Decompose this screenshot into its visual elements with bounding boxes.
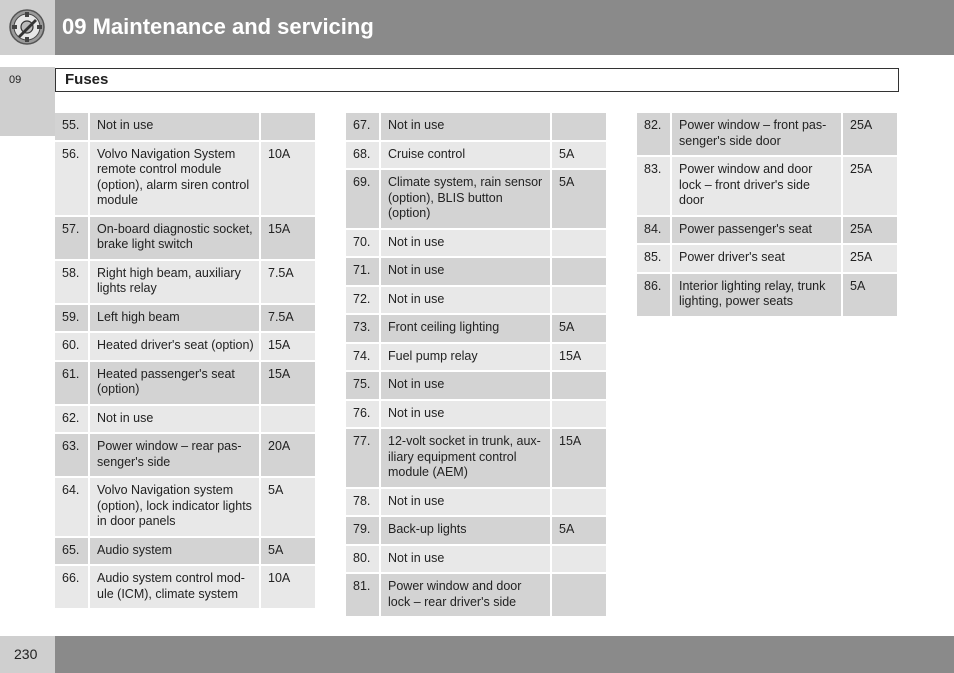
fuse-amperage [552,258,606,285]
fuse-function: 12-volt socket in trunk, aux-iliary equipment control module (AEM) [381,429,552,487]
page-number-box [0,636,55,673]
table-row [346,315,606,342]
fuse-number: 62. [55,406,90,433]
fuse-function: Not in use [90,113,261,140]
table-row [346,258,606,285]
table-row [346,372,606,399]
table-row [346,170,606,228]
fuse-table-2 [346,111,606,618]
fuse-amperage [552,113,606,140]
fuse-number: 84. [637,217,672,244]
fuse-function: Left high beam [90,305,261,332]
fuse-number: 64. [55,478,90,536]
fuse-amperage: 15A [261,362,315,404]
fuse-amperage: 5A [261,478,315,536]
table-row [346,344,606,371]
fuse-amperage: 20A [261,434,315,476]
fuse-function: Audio system control mod-ule (ICM), climate system [90,566,261,608]
table-row [55,261,315,303]
fuse-number: 78. [346,489,381,516]
fuse-function: Not in use [381,258,552,285]
fuse-amperage: 15A [261,333,315,360]
fuse-function: Volvo Navigation System remote control module (option), alarm siren control module [90,142,261,215]
table-row [346,230,606,257]
fuse-function: Not in use [381,546,552,573]
table-row [55,478,315,536]
fuse-function: Power window and door lock – front driver's side door [672,157,843,215]
table-row [346,401,606,428]
fuse-number: 58. [55,261,90,303]
fuse-amperage [552,230,606,257]
fuse-function: Not in use [381,372,552,399]
fuse-function: Not in use [90,406,261,433]
fuse-amperage [552,546,606,573]
fuse-amperage [261,113,315,140]
table-row [346,546,606,573]
table-row [637,274,897,316]
fuse-amperage [552,489,606,516]
fuse-amperage: 5A [552,517,606,544]
fuse-number: 86. [637,274,672,316]
table-row [637,113,897,155]
table-row [346,489,606,516]
fuse-function: Volvo Navigation system (option), lock indicator lights in door panels [90,478,261,536]
fuse-number: 74. [346,344,381,371]
fuse-number: 55. [55,113,90,140]
chapter-side-tab [0,67,55,136]
table-row [55,333,315,360]
fuse-number: 72. [346,287,381,314]
fuse-number: 56. [55,142,90,215]
fuse-number: 65. [55,538,90,565]
table-row [55,142,315,215]
table-row [346,287,606,314]
fuse-number: 67. [346,113,381,140]
fuse-function: Not in use [381,230,552,257]
page-number: 230 [14,646,38,662]
fuse-amperage [552,401,606,428]
fuse-amperage [261,406,315,433]
table-row [637,217,897,244]
table-row [637,157,897,215]
table-row [346,113,606,140]
fuse-amperage: 5A [552,315,606,342]
fuse-amperage: 25A [843,217,897,244]
chapter-title: 09 Maintenance and servicing [62,14,374,39]
fuse-number: 82. [637,113,672,155]
table-row [637,245,897,272]
fuse-amperage [552,287,606,314]
table-row [346,429,606,487]
footer-bar [55,636,954,673]
fuse-function: Power driver's seat [672,245,843,272]
fuse-number: 80. [346,546,381,573]
fuse-function: Power window and door lock – rear driver's side [381,574,552,616]
fuse-amperage: 10A [261,566,315,608]
fuse-number: 63. [55,434,90,476]
chapter-number: 09 [9,74,22,86]
fuse-function: Climate system, rain sensor (option), BLIS button (option) [381,170,552,228]
fuse-number: 60. [55,333,90,360]
fuse-number: 85. [637,245,672,272]
fuse-function: Power window – front pas-senger's side door [672,113,843,155]
fuse-amperage: 7.5A [261,261,315,303]
table-row [346,574,606,616]
table-row [346,517,606,544]
fuse-function: Back-up lights [381,517,552,544]
fuse-number: 77. [346,429,381,487]
section-heading-box [55,68,899,92]
fuse-amperage: 15A [261,217,315,259]
fuse-function: Right high beam, auxiliary lights relay [90,261,261,303]
fuse-amperage [552,574,606,616]
fuse-number: 79. [346,517,381,544]
fuse-function: On-board diagnostic socket, brake light switch [90,217,261,259]
fuse-function: Audio system [90,538,261,565]
fuse-number: 75. [346,372,381,399]
fuse-function: Not in use [381,113,552,140]
table-row [55,113,315,140]
fuse-function: Cruise control [381,142,552,169]
fuse-number: 61. [55,362,90,404]
fuse-number: 69. [346,170,381,228]
fuse-number: 68. [346,142,381,169]
section-title: Fuses [65,71,109,88]
fuse-function: Heated passenger's seat (option) [90,362,261,404]
table-row [55,434,315,476]
fuse-function: Interior lighting relay, trunk lighting, power seats [672,274,843,316]
fuse-number: 83. [637,157,672,215]
fuse-number: 76. [346,401,381,428]
fuse-amperage: 25A [843,245,897,272]
fuse-amperage: 5A [843,274,897,316]
fuse-table-3 [637,111,897,318]
fuse-function: Heated driver's seat (option) [90,333,261,360]
table-row [55,538,315,565]
fuse-number: 71. [346,258,381,285]
fuse-table-1 [55,111,315,610]
fuse-amperage: 5A [552,142,606,169]
fuse-function: Not in use [381,489,552,516]
fuse-number: 70. [346,230,381,257]
wrench-gear-icon [8,8,46,46]
table-row [55,305,315,332]
fuse-amperage: 15A [552,344,606,371]
fuse-function: Power window – rear pas-senger's side [90,434,261,476]
fuse-amperage: 5A [552,170,606,228]
table-row [346,142,606,169]
fuse-number: 73. [346,315,381,342]
fuse-number: 81. [346,574,381,616]
table-row [55,362,315,404]
table-row [55,566,315,608]
fuse-function: Not in use [381,287,552,314]
fuse-amperage: 25A [843,113,897,155]
fuse-amperage: 10A [261,142,315,215]
table-row [55,406,315,433]
fuse-amperage: 7.5A [261,305,315,332]
fuse-amperage: 25A [843,157,897,215]
fuse-number: 66. [55,566,90,608]
fuse-number: 57. [55,217,90,259]
table-row [55,217,315,259]
fuse-function: Fuel pump relay [381,344,552,371]
fuse-amperage: 15A [552,429,606,487]
fuse-function: Not in use [381,401,552,428]
fuse-amperage [552,372,606,399]
fuse-number: 59. [55,305,90,332]
fuse-function: Power passenger's seat [672,217,843,244]
fuse-function: Front ceiling lighting [381,315,552,342]
fuse-amperage: 5A [261,538,315,565]
chapter-icon-box [0,0,55,55]
